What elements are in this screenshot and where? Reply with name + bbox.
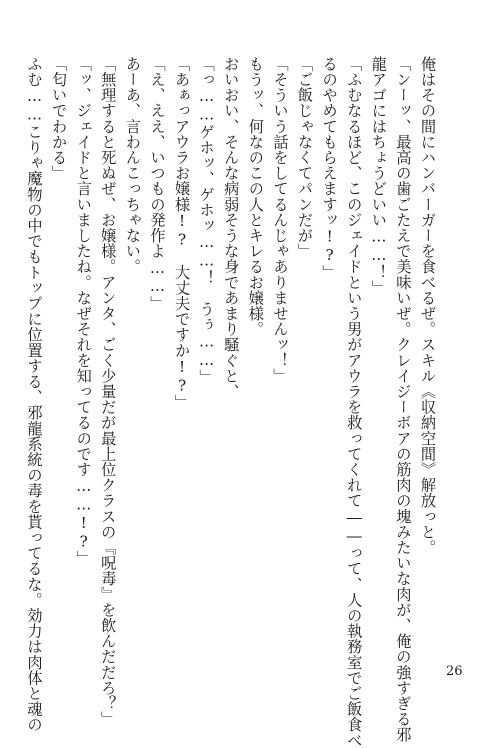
text-line: 「匂いでわかる」 [50,56,69,181]
text-line: 「無理すると死ぬぜ、お嬢様。アンタ、ごく少量だが最上位クラスの『呪毒』を飲んだだろ？」 [99,56,118,727]
body-text [22,56,440,748]
text-line: 「ご飯じゃなくてパンだが」 [296,56,315,259]
text-line: あーあ、言わんこっちゃない。 [123,56,142,275]
page-number: 26 [446,664,463,679]
text-line: ふむ……こりゃ魔物の中でもトップに位置する、邪龍系統の毒を貰ってるな。効力は肉体と魂の [25,56,44,733]
text-line: 「ふむなるほど、このジェイドという男がアウラを救ってくれて――って、人の執務室でご飯食べ [345,56,364,748]
text-line: 「っ……ゲホッ、ゲホッ……！ うぅ……」 [197,56,216,385]
text-line: 「あぁっアウラお嬢様!? 大丈夫ですか!?」 [173,56,192,411]
text-line: 「ンーッ、最高の歯ごたえで美味いぜ。クレイジーボアの筋肉の塊みたいな肉が、俺の強すぎる邪 [394,56,413,743]
text-line: 龍アゴにはちょうどいい……！」 [369,56,388,296]
text-line: もうッ、何なのこの人とキレるお嬢様。 [246,56,265,337]
text-line: 「そういう話をしてるんじゃありませんッ！」 [271,56,290,384]
text-line: 俺はその間にハンバーガーを食べるぜ。スキル《収納空間》解放っと。 [419,56,437,556]
text-line: おいおい、そんな病弱そうな身であまり騒ぐと、 [222,56,241,400]
text-line: るのやめてもらえますッ!?」 [320,56,339,280]
text-line: 「え、ええ、いつもの発作よ……」 [148,56,167,312]
text-line: 「ッ、ジェイドと言いましたね。なぜそれを知ってるのです……!?」 [74,56,93,567]
